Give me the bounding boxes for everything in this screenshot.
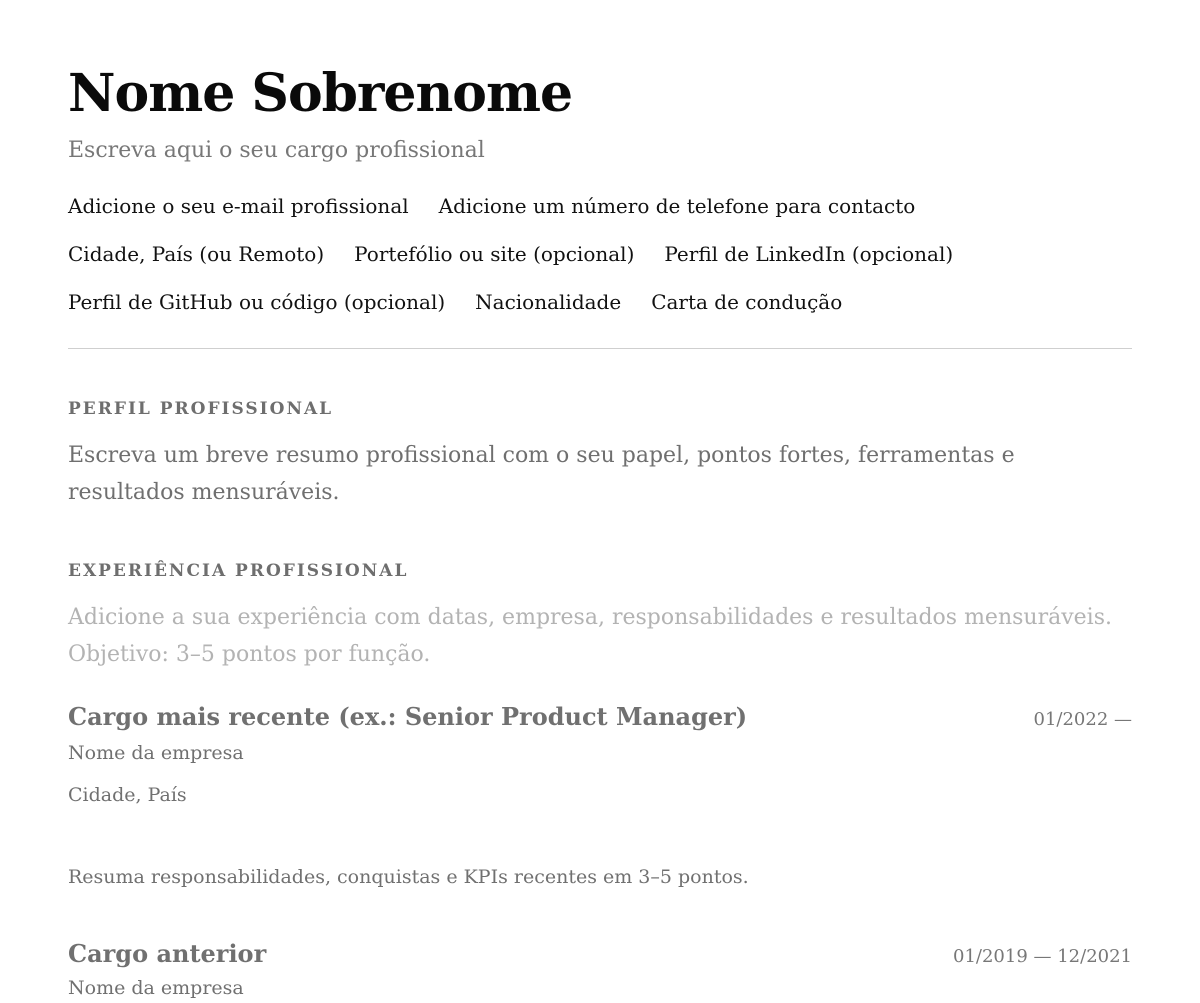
profile-summary-field[interactable]: Escreva um breve resumo profissional com o seu papel, pontos fortes, ferramentas e resultados mensuráveis.: [68, 443, 1015, 505]
portfolio-field[interactable]: Portefólio ou site (opcional): [354, 242, 635, 266]
job-role-field[interactable]: Cargo anterior: [68, 939, 267, 968]
linkedin-field[interactable]: Perfil de LinkedIn (opcional): [664, 242, 954, 266]
location-field[interactable]: Cidade, País (ou Remoto): [68, 242, 325, 266]
job-location-field[interactable]: Cidade, País: [68, 784, 187, 806]
github-field[interactable]: Perfil de GitHub ou código (opcional): [68, 290, 446, 314]
experience-section-heading: EXPERIÊNCIA PROFISSIONAL: [68, 561, 409, 581]
job-dates-field[interactable]: 01/2019 — 12/2021: [953, 946, 1132, 967]
experience-placeholder-hint[interactable]: Adicione a sua experiência com datas, empresa, responsabilidades e resultados mensuráveis. Objetivo: 3–5 pontos por função.: [68, 605, 1112, 667]
candidate-name[interactable]: Nome Sobrenome: [68, 63, 573, 124]
job-entry: [68, 936, 1132, 1003]
job-entry: [68, 699, 1132, 892]
email-field[interactable]: Adicione o seu e-mail profissional: [68, 194, 409, 218]
phone-field[interactable]: Adicione um número de telefone para contacto: [438, 194, 916, 218]
contact-row: [68, 278, 1132, 326]
profile-section-heading: PERFIL PROFISSIONAL: [68, 399, 334, 419]
job-role-field[interactable]: Cargo mais recente (ex.: Senior Product Manager): [68, 702, 748, 731]
contact-row: [68, 182, 1132, 230]
contact-row: [68, 230, 1132, 278]
nationality-field[interactable]: Nacionalidade: [475, 290, 622, 314]
job-dates-field[interactable]: 01/2022 —: [1033, 709, 1132, 730]
job-title-field[interactable]: Escreva aqui o seu cargo profissional: [68, 138, 485, 163]
header-divider: [68, 348, 1132, 349]
job-company-field[interactable]: Nome da empresa: [68, 977, 244, 999]
driving-license-field[interactable]: Carta de condução: [651, 290, 843, 314]
job-description-field[interactable]: Resuma responsabilidades, conquistas e KPIs recentes em 3–5 pontos.: [68, 866, 749, 888]
contact-info: [68, 182, 1132, 326]
job-header: [68, 936, 1132, 975]
job-company-field[interactable]: Nome da empresa: [68, 742, 244, 764]
job-header: [68, 699, 1132, 738]
